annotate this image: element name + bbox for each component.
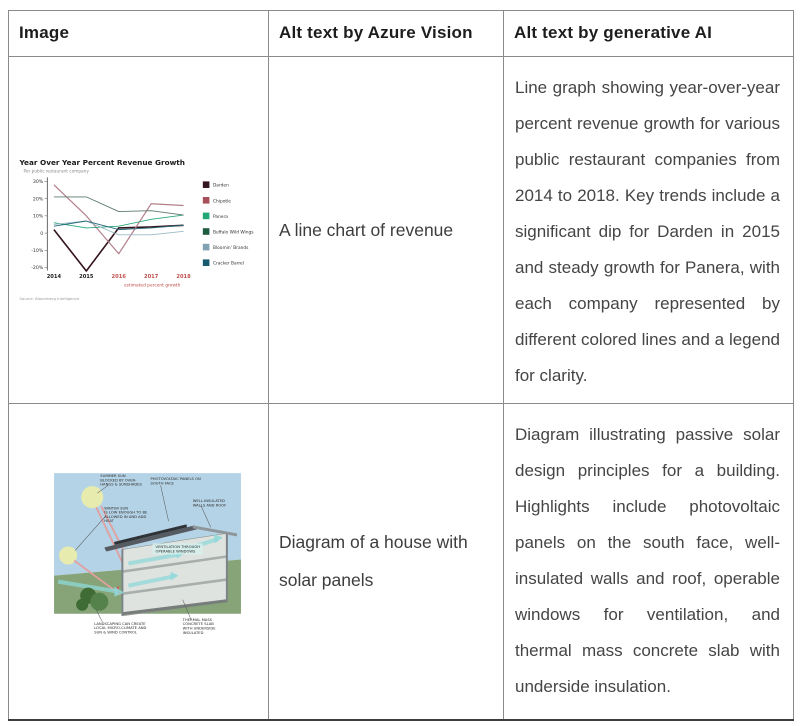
chart-title: Year Over Year Percent Revenue Growth — [18, 157, 185, 167]
genai-alt-text-house: Diagram illustrating passive solar design principles for a building. Highlights include photovoltaic panels on the south face, well-insulated walls and roof, operable windows for ventilation, and thermal mass concrete slab with underside insulation. — [515, 425, 780, 696]
genai-alt-cell — [504, 404, 794, 720]
y-axis-ticks — [31, 179, 47, 271]
svg-text:2015: 2015 — [78, 273, 93, 280]
chart-source-note: Source: Bloomberg Intelligence — [18, 295, 79, 301]
azure-alt-text-house: Diagram of a house with solar panels — [279, 532, 468, 591]
chart-legend — [202, 181, 253, 266]
house-label-insulated: WELL-INSULATED WALLS AND ROOF — [192, 499, 226, 508]
svg-text:-20%: -20% — [30, 265, 43, 271]
summer-sun-icon — [81, 486, 103, 508]
svg-text:2017: 2017 — [143, 273, 158, 280]
image-cell-house-diagram — [9, 404, 269, 720]
svg-text:2014: 2014 — [46, 273, 61, 280]
passive-solar-house-image — [44, 463, 250, 654]
svg-text:Buffalo Wild Wings: Buffalo Wild Wings — [212, 229, 254, 235]
house-label-pv-panels: PHOTOVOLTAIC PANELS ON SOUTH FACE — [150, 477, 201, 486]
svg-text:Bloomin' Brands: Bloomin' Brands — [212, 245, 248, 251]
col-header-generative-ai: Alt text by generative AI — [504, 11, 794, 57]
chart-subtitle: Per public restaurant company — [23, 168, 89, 174]
x-axis-labels — [46, 274, 190, 280]
svg-text:0: 0 — [39, 231, 43, 237]
house-label-ventilation: VENTILATION THROUGH OPERABLE WINDOWS — [155, 545, 200, 554]
estimated-growth-note: estimated percent growth — [123, 282, 180, 288]
house-label-summer-sun: SUMMER SUN BLOCKED BY OVER-HANGS & SUNSHADES — [99, 474, 142, 487]
house-label-landscaping: LANDSCAPING CAN CREATE LOCAL MICRO-CLIMATE AND SUN & WIND CONTROL — [93, 622, 146, 635]
svg-text:2016: 2016 — [111, 273, 126, 280]
genai-alt-cell — [504, 57, 794, 404]
house-label-winter-sun: WINTER SUN IS LOW ENOUGH TO BE ALLOWED IN AND ADD HEAT — [103, 506, 147, 524]
svg-text:30%: 30% — [32, 179, 43, 185]
svg-text:-10%: -10% — [30, 248, 43, 254]
chart-series-lines — [53, 184, 183, 270]
header-row — [9, 11, 794, 57]
alt-text-comparison-table — [8, 10, 794, 721]
svg-text:Cracker Barrel: Cracker Barrel — [212, 261, 244, 267]
azure-alt-cell — [269, 57, 504, 404]
revenue-line-chart-image — [13, 151, 265, 305]
col-header-azure-vision: Alt text by Azure Vision — [269, 11, 504, 57]
svg-text:Darden: Darden — [212, 183, 229, 189]
azure-alt-cell — [269, 404, 504, 720]
azure-alt-text-chart: A line chart of revenue — [279, 220, 454, 240]
svg-text:20%: 20% — [32, 196, 43, 202]
image-cell-line-chart — [9, 57, 269, 404]
house-label-thermal-mass: THERMAL MASS CONCRETE SLAB WITH UNDERSIDE INSULATED — [182, 618, 216, 636]
table-row — [9, 57, 794, 404]
table-row — [9, 404, 794, 720]
col-header-image: Image — [9, 11, 269, 57]
svg-text:10%: 10% — [32, 214, 43, 220]
svg-text:2018: 2018 — [175, 273, 191, 280]
svg-text:Panera: Panera — [212, 214, 228, 220]
genai-alt-text-chart: Line graph showing year-over-year percent revenue growth for various public restaurant companies from 2014 to 2018. Key trends include a significant dip for Darden in 2015 and steady growth for Panera, with each company represented by different colored lines and a legend for clarity. — [515, 78, 780, 385]
svg-text:Chipotle: Chipotle — [212, 198, 231, 204]
